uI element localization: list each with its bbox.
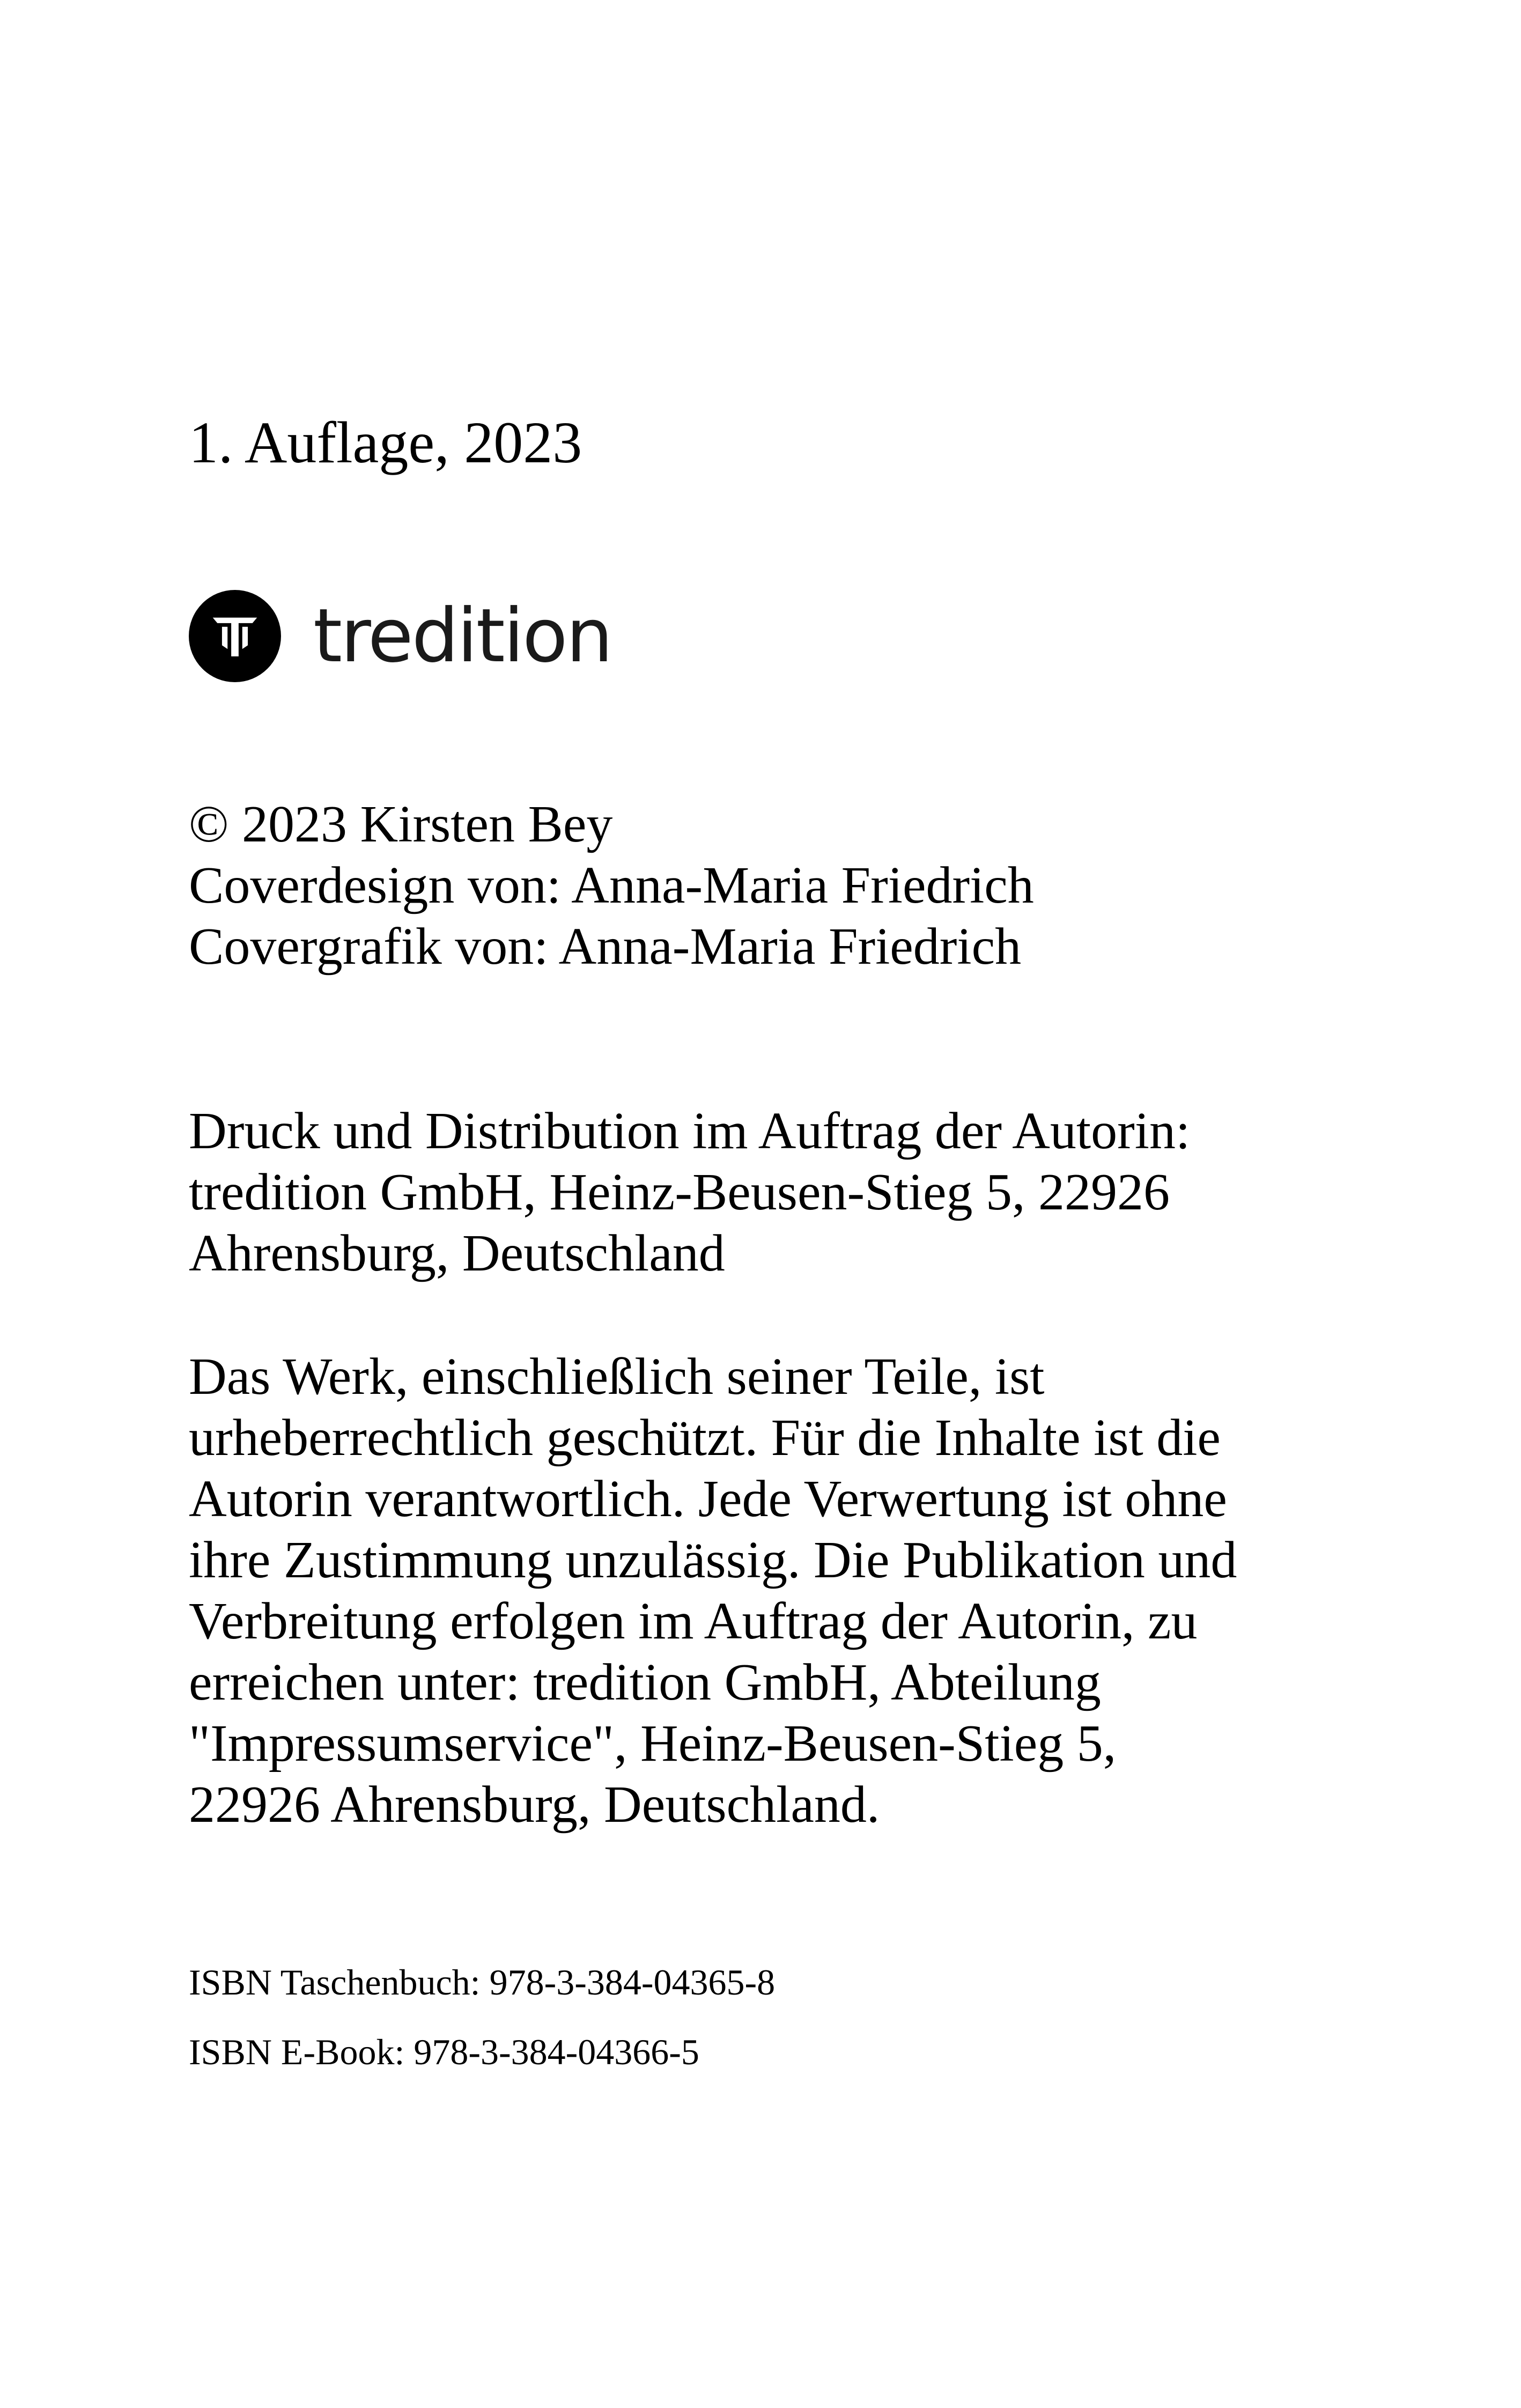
rights-line: Verbreitung erfolgen im Auftrag der Autorin, zu [189, 1592, 1198, 1650]
rights-line: Autorin verantwortlich. Jede Verwertung ist ohne [189, 1470, 1227, 1528]
rights-line: ihre Zustimmung unzulässig. Die Publikation und [189, 1531, 1237, 1589]
publisher-logo [189, 588, 611, 684]
publisher-wordmark: tredition [313, 593, 611, 679]
credits-block [189, 794, 1034, 977]
print-line: Druck und Distribution im Auftrag der Autorin: [189, 1102, 1191, 1160]
print-line: tredition GmbH, Heinz-Beusen-Stieg 5, 22926 [189, 1163, 1170, 1221]
print-line: Ahrensburg, Deutschland [189, 1224, 725, 1282]
print-distribution-block [189, 1100, 1190, 1284]
rights-line: 22926 Ahrensburg, Deutschland. [189, 1776, 880, 1834]
tredition-logo-icon [189, 590, 281, 682]
rights-line: urheberrechtlich geschützt. Für die Inhalte ist die [189, 1409, 1221, 1467]
isbn-ebook: ISBN E-Book: 978-3-384-04366-5 [189, 2032, 699, 2072]
rights-line: "Impressumservice", Heinz-Beusen-Stieg 5, [189, 1715, 1117, 1772]
rights-notice-block [189, 1346, 1237, 1835]
isbn-paperback: ISBN Taschenbuch: 978-3-384-04365-8 [189, 1962, 776, 2003]
rights-line: erreichen unter: tredition GmbH, Abteilung [189, 1653, 1101, 1711]
cover-graphic-line: Covergrafik von: Anna-Maria Friedrich [189, 918, 1022, 976]
cover-design-line: Coverdesign von: Anna-Maria Friedrich [189, 856, 1034, 914]
copyright-line: © 2023 Kirsten Bey [189, 795, 613, 853]
rights-line: Das Werk, einschließlich seiner Teile, ist [189, 1348, 1045, 1406]
edition-line: 1. Auflage, 2023 [189, 410, 582, 475]
